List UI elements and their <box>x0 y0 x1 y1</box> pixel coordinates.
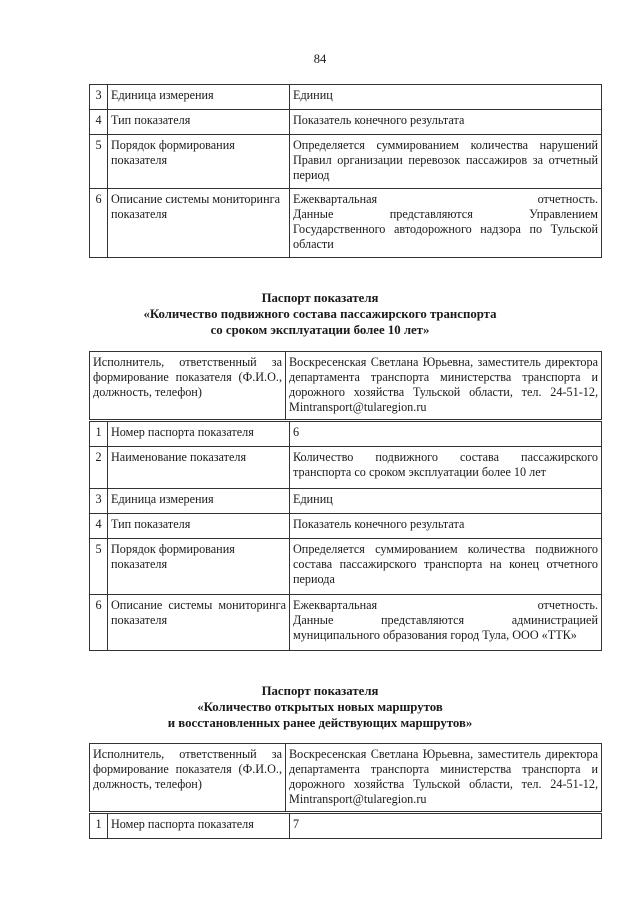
value-line: Ежеквартальная отчетность. <box>293 192 598 206</box>
table-row <box>90 447 602 489</box>
row-number: 4 <box>90 110 108 135</box>
indicator-name-line: «Количество открытых новых маршрутов <box>197 700 443 714</box>
row-value: Количество подвижного состава пассажирского транспорта со сроком эксплуатации более 10 лет <box>290 447 602 489</box>
executor-label: Исполнитель, ответственный за формирование показателя (Ф.И.О., должность, телефон) <box>90 352 286 420</box>
row-label: Описание системы мониторинга показателя <box>108 189 290 258</box>
row-number: 5 <box>90 135 108 189</box>
row-number: 6 <box>90 189 108 258</box>
executor-label: Исполнитель, ответственный за формирование показателя (Ф.И.О., должность, телефон) <box>90 744 286 812</box>
row-number: 4 <box>90 514 108 539</box>
row-label: Номер паспорта показателя <box>108 422 290 447</box>
row-value: 6 <box>290 422 602 447</box>
passport-title: Паспорт показателя <box>261 291 379 305</box>
value-line: Ежеквартальная отчетность. <box>293 598 598 612</box>
page-number: 84 <box>313 52 327 66</box>
row-number: 1 <box>90 422 108 447</box>
value-line: муниципального образования город Тула, ООО «ТТК» <box>293 628 577 642</box>
indicator-name-line: и восстановленных ранее действующих маршрутов» <box>167 716 473 730</box>
executor-value: Воскресенская Светлана Юрьевна, заместитель директора департамента транспорта министерства транспорта и дорожного хозяйства Тульской области, тел. 24-51-12, Mintransport@tularegion.ru <box>286 352 602 420</box>
executor-value: Воскресенская Светлана Юрьевна, заместитель директора департамента транспорта министерства транспорта и дорожного хозяйства Тульской области, тел. 24-51-12, Mintransport@tularegion.ru <box>286 744 602 812</box>
row-label: Порядок формирования показателя <box>108 135 290 189</box>
row-value: Единиц <box>290 85 602 110</box>
passport-table <box>89 743 602 812</box>
row-label: Тип показателя <box>108 514 290 539</box>
table-row <box>90 514 602 539</box>
table-row <box>90 422 602 447</box>
row-label: Номер паспорта показателя <box>108 814 290 839</box>
indicator-name-line: со сроком эксплуатации более 10 лет» <box>210 323 430 337</box>
row-number: 5 <box>90 539 108 595</box>
row-label: Описание системы мониторинга показателя <box>108 595 290 651</box>
row-label: Тип показателя <box>108 110 290 135</box>
passport-table-rows <box>89 421 602 651</box>
row-value: Показатель конечного результата <box>290 514 602 539</box>
row-label: Наименование показателя <box>108 447 290 489</box>
indicator-name-line: «Количество подвижного состава пассажирского транспорта <box>143 307 497 321</box>
table-row <box>90 489 602 514</box>
row-label: Единица измерения <box>108 489 290 514</box>
row-number: 2 <box>90 447 108 489</box>
row-number: 1 <box>90 814 108 839</box>
table-row <box>90 814 602 839</box>
value-line: Данные представляются Управлением <box>293 207 598 221</box>
table-row <box>90 110 602 135</box>
table-row <box>90 85 602 110</box>
row-value <box>290 595 602 651</box>
passport-table <box>89 351 602 420</box>
passport-title: Паспорт показателя <box>261 684 379 698</box>
row-number: 3 <box>90 85 108 110</box>
passport-table-continued <box>89 84 602 258</box>
passport-table-rows <box>89 813 602 839</box>
row-label: Единица измерения <box>108 85 290 110</box>
table-row <box>90 595 602 651</box>
row-value: Определяется суммированием количества нарушений Правил организации перевозок пассажиров за отчетный период <box>290 135 602 189</box>
row-value <box>290 189 602 258</box>
table-row <box>90 189 602 258</box>
value-line: Государственного автодорожного надзора по Тульской области <box>293 222 598 251</box>
row-value: 7 <box>290 814 602 839</box>
row-number: 3 <box>90 489 108 514</box>
passport-heading <box>0 683 640 731</box>
table-row <box>90 135 602 189</box>
passport-heading <box>0 290 640 338</box>
table-row <box>90 539 602 595</box>
row-value: Определяется суммированием количества подвижного состава пассажирского транспорта на конец отчетного периода <box>290 539 602 595</box>
executor-row <box>90 352 602 420</box>
executor-row <box>90 744 602 812</box>
row-number: 6 <box>90 595 108 651</box>
row-label: Порядок формирования показателя <box>108 539 290 595</box>
row-value: Показатель конечного результата <box>290 110 602 135</box>
value-line: Данные представляются администрацией <box>293 613 598 627</box>
row-value: Единиц <box>290 489 602 514</box>
